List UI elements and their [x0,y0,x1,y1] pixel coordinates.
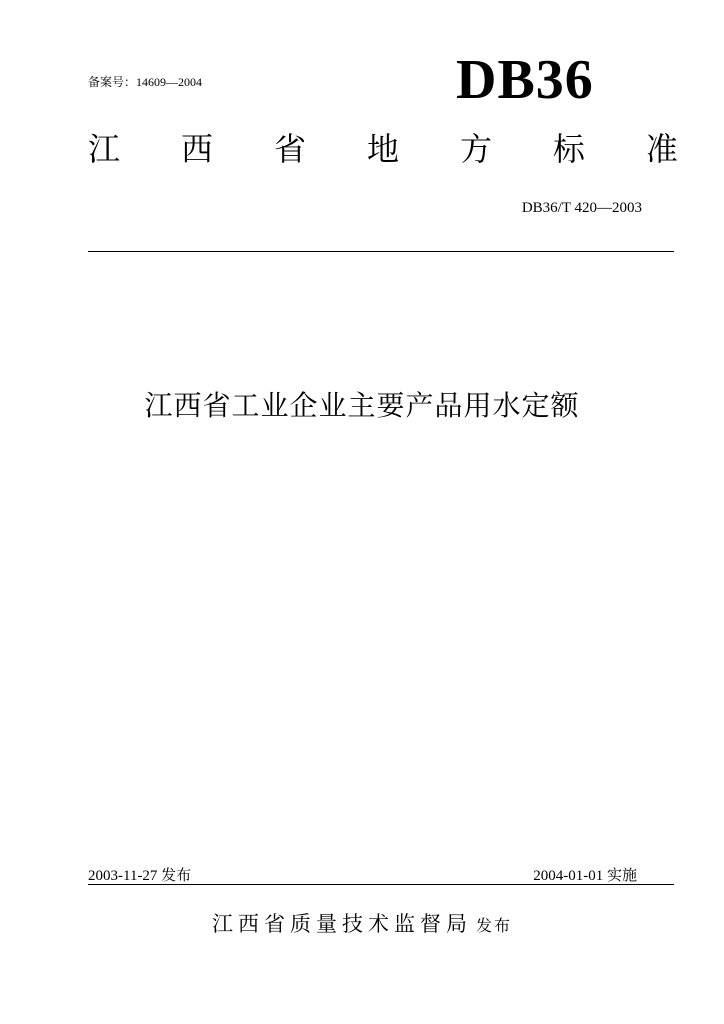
standard-type-char: 地 [366,130,399,168]
standard-type-char: 西 [180,130,213,168]
issue-date: 2003-11-27 发布 [88,868,192,884]
standard-type-char: 标 [552,130,585,168]
bottom-divider [88,884,674,885]
standard-number: DB36/T 420—2003 [521,200,642,216]
filing-number: 备案号：14609—2004 [88,75,203,89]
standard-type-char: 省 [273,130,306,168]
issuing-authority: 江西省质量技术监督局 [211,912,472,936]
standard-type-char: 准 [645,130,678,168]
standard-code: DB36 [456,49,594,111]
standard-type-char: 方 [459,130,492,168]
document-title: 江西省工业企业主要产品用水定额 [144,389,580,422]
standard-type-heading [88,130,678,168]
issuer-suffix: 发布 [475,916,512,935]
effective-date: 2004-01-01 实施 [533,868,637,884]
top-divider [88,251,674,252]
standard-type-char: 江 [88,130,121,168]
issuer-line [0,908,724,938]
